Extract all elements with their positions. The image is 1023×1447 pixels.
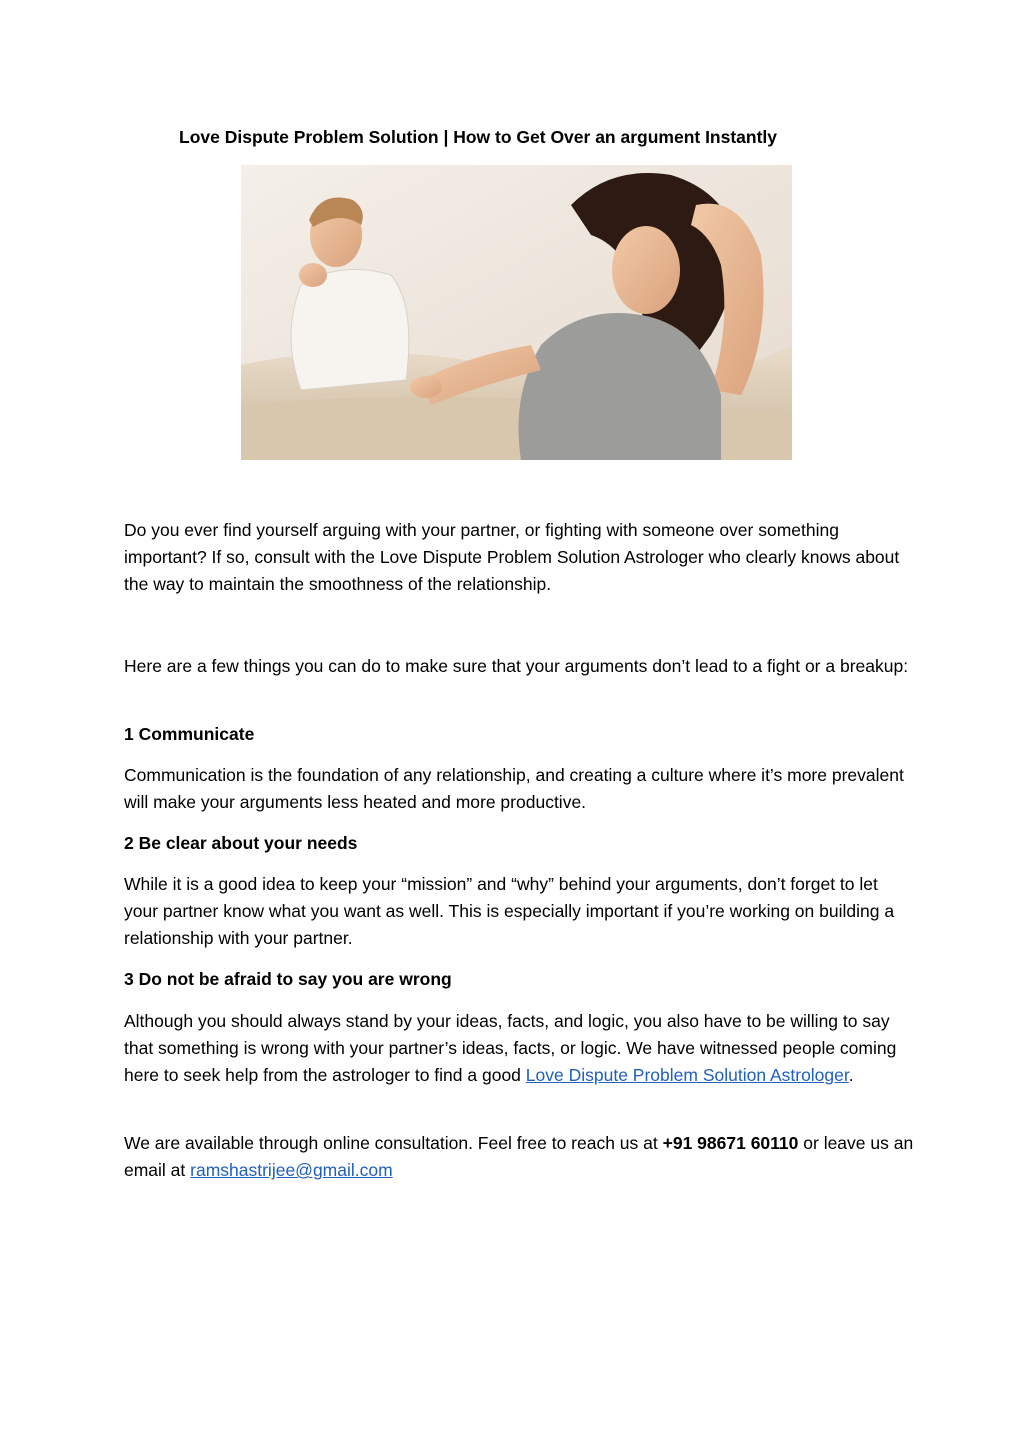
- section-heading-wrong: 3 Do not be afraid to say you are wrong: [124, 969, 452, 989]
- phone-number: +91 98671 60110: [662, 1133, 799, 1153]
- section-text: Communication is the foundation of any relationship, and creating a culture where it’s more prevalent will make your arguments less heated and more productive.: [124, 765, 904, 813]
- contact-text: [124, 1130, 914, 1184]
- contact-text-after-phone: or leave us an email at: [124, 1133, 914, 1181]
- email-link[interactable]: ramshastrijee@gmail.com: [190, 1160, 393, 1181]
- section-text: [124, 1008, 914, 1090]
- section-heading-communicate: 1 Communicate: [124, 724, 255, 744]
- intro-text: Do you ever find yourself arguing with your partner, or fighting with someone over something important? If so, consult with the Love Dispute Problem Solution Astrologer who clearly knows about the way to maintain the smoothness of the relationship.: [124, 520, 900, 595]
- lead-paragraph: [124, 653, 914, 680]
- astrologer-link[interactable]: Love Dispute Problem Solution Astrologer: [525, 1065, 849, 1086]
- section-text: While it is a good idea to keep your “mission” and “why” behind your arguments, don’t forget to let your partner know what you want as well. This is especially important if you’re working on building a relationship with your partner.: [124, 874, 895, 949]
- couple-photo: [241, 165, 792, 460]
- contact-text-before-phone: We are available through online consultation. Feel free to reach us at: [124, 1133, 663, 1153]
- section-text-needs: [124, 871, 914, 953]
- section-text-before-link: Although you should always stand by your ideas, facts, and logic, you also have to be willing to say that something is wrong with your partner’s ideas, facts, or logic. We have witnessed people coming here to seek help from the astrologer to find a good: [124, 1011, 897, 1086]
- section-text-after-link: .: [848, 1065, 854, 1086]
- section-heading-needs: 2 Be clear about your needs: [124, 833, 358, 853]
- lead-text: Here are a few things you can do to make sure that your arguments don’t lead to a fight or a breakup:: [124, 656, 909, 676]
- section-text-wrong: [124, 1008, 914, 1090]
- contact-paragraph: [124, 1130, 914, 1184]
- document-title: Love Dispute Problem Solution | How to Get Over an argument Instantly: [179, 127, 778, 147]
- intro-paragraph: [124, 517, 914, 599]
- section-text-communicate: [124, 762, 914, 816]
